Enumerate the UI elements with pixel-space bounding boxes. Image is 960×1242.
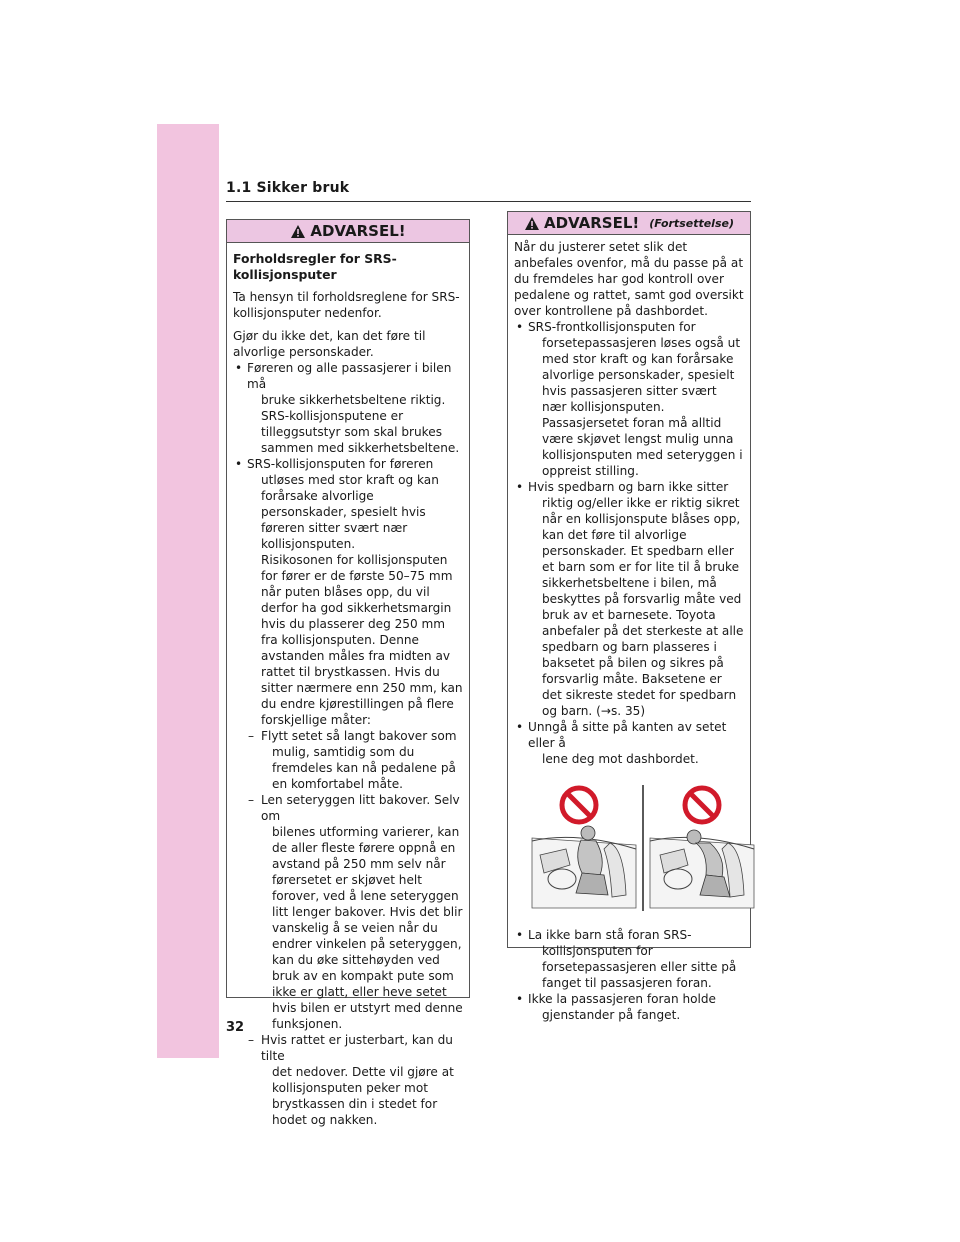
bullet-text: bruke sikkerhetsbeltene riktig. (261, 393, 446, 407)
warning-triangle-icon (524, 216, 540, 231)
bullet-text: • SRS-frontkollisjonsputen for (528, 320, 696, 334)
bullet-text: gjenstander på fanget. (542, 1008, 681, 1022)
illustration-panel-right (650, 830, 754, 908)
warning-triangle-icon (290, 224, 306, 239)
bullet-text: • Hvis spedbarn og barn ikke sitter (528, 480, 729, 494)
prohibition-icon (562, 788, 596, 822)
warning-header (227, 220, 469, 243)
bullet-item (514, 991, 744, 1023)
bullet-text: • SRS-kollisjonsputen for føreren (247, 457, 434, 471)
warning-title: ADVARSEL! (544, 214, 640, 232)
bullet-item (514, 319, 744, 479)
section-header: 1.1 Sikker bruk (226, 180, 751, 202)
bullet-item (233, 360, 463, 408)
bullet-text: • Ikke la passasjeren foran holde (528, 992, 716, 1006)
dash-text: bilenes utforming varierer, kan de aller fleste førere oppnå en avstand på 250 mm selv når førersetet er skjøvet helt forover, ved å lene seteryggen litt lenger bakover. Hvis det blir vanskelig å se veien når du endrer vinkelen på seteryggen, kan du øke sittehøyden ved bruk av en kompakt pute som ikke er glatt, eller heve setet hvis bilen er utstyrt med denne funksjonen. (272, 825, 463, 1031)
bullet-text: • Unngå å sitte på kanten av setet eller å (528, 720, 727, 750)
dash-item (233, 792, 463, 1032)
bullet-item (514, 719, 744, 767)
warning-header (508, 212, 750, 235)
warning-body (227, 243, 469, 1134)
side-color-band (157, 124, 219, 1058)
continued-label: (Fortsettelse) (649, 216, 734, 230)
bullet-text: utløses med stor kraft og kan forårsake alvorlige personskader, spesielt hvis føreren sitter svært nær kollisjonsputen. (261, 473, 439, 551)
warning-body (508, 235, 750, 1029)
paragraph: Når du justerer setet slik det anbefales ovenfor, må du passe på at du fremdeles har god kontroll over pedalene og rattet, samt god oversikt over kontrollene på dashbordet. (514, 240, 744, 318)
seating-illustration (526, 783, 760, 913)
page-number: 32 (226, 1020, 245, 1035)
warning-title: ADVARSEL! (310, 222, 406, 240)
dash-item (233, 1032, 463, 1128)
paragraph: Ta hensyn til forholdsreglene for SRS-kollisjonsputer nedenfor. (233, 290, 460, 320)
illustration-panel-left (532, 826, 636, 908)
dash-text: – Flytt setet så langt bakover som (261, 729, 457, 743)
bullet-note: SRS-kollisjonsputene er tilleggsutstyr som skal brukes sammen med sikkerhetsbeltene. (261, 409, 460, 455)
bullet-item (514, 927, 744, 991)
dash-text: mulig, samtidig som du fremdeles kan nå pedalene på en komfortabel måte. (272, 745, 456, 791)
bullet-text: lene deg mot dashbordet. (542, 752, 699, 766)
bullet-text: kollisjonsputen for forsetepassasjeren eller sitte på fanget til passasjeren foran. (542, 944, 737, 990)
warning-heading: Forholdsregler for SRS-kollisjonsputer (233, 251, 397, 282)
paragraph: Gjør du ikke det, kan det føre til alvorlige personskader. (233, 329, 426, 359)
prohibition-icon (685, 788, 719, 822)
dash-text: – Len seteryggen litt bakover. Selv om (261, 793, 460, 823)
dash-text: – Hvis rattet er justerbart, kan du tilte (261, 1033, 453, 1063)
warning-box-right (507, 211, 751, 1022)
bullet-text: • Føreren og alle passasjerer i bilen må (247, 361, 452, 391)
bullet-item (233, 456, 463, 552)
bullet-item (514, 479, 744, 719)
bullet-note: Risikosonen for kollisjonsputen for fører er de første 50–75 mm når puten blåses opp, du vil derfor ha god sikkerhetsmargin hvis du plasserer deg 250 mm fra kollisjonsputen. Denne avstanden måles fra midten av rattet til brystkassen. Hvis du sitter nærmere enn 250 mm, kan du endre kjørestillingen på flere forskjellige måter: (261, 553, 463, 727)
bullet-text: forsetepassasjeren løses også ut med stor kraft og kan forårsake alvorlige personskader, spesielt hvis passasjeren sitter svært nær kollisjonsputen. Passasjersetet foran må alltid være skjøvet lengst mulig unna kollisjonsputen med seteryggen i oppreist stilling. (542, 336, 743, 478)
dash-text: det nedover. Dette vil gjøre at kollisjonsputen peker mot brystkassen din i stedet for hodet og nakken. (272, 1065, 454, 1127)
bullet-text: riktig og/eller ikke er riktig sikret når en kollisjonspute blåses opp, kan det føre til alvorlige personskader. Et spedbarn eller et barn som er for lite til å bruke sikkerhetsbeltene i bilen, må beskyttes på forsvarlig måte ved bruk av et barnesete. Toyota anbefaler på det sterkeste at alle spedbarn og barn plasseres i baksetet på bilen og sikres på forsvarlig måte. Baksetene er det sikreste stedet for spedbarn og barn. (→s. 35) (542, 496, 744, 718)
dash-item (233, 728, 463, 792)
bullet-text: • La ikke barn stå foran SRS- (528, 928, 692, 942)
